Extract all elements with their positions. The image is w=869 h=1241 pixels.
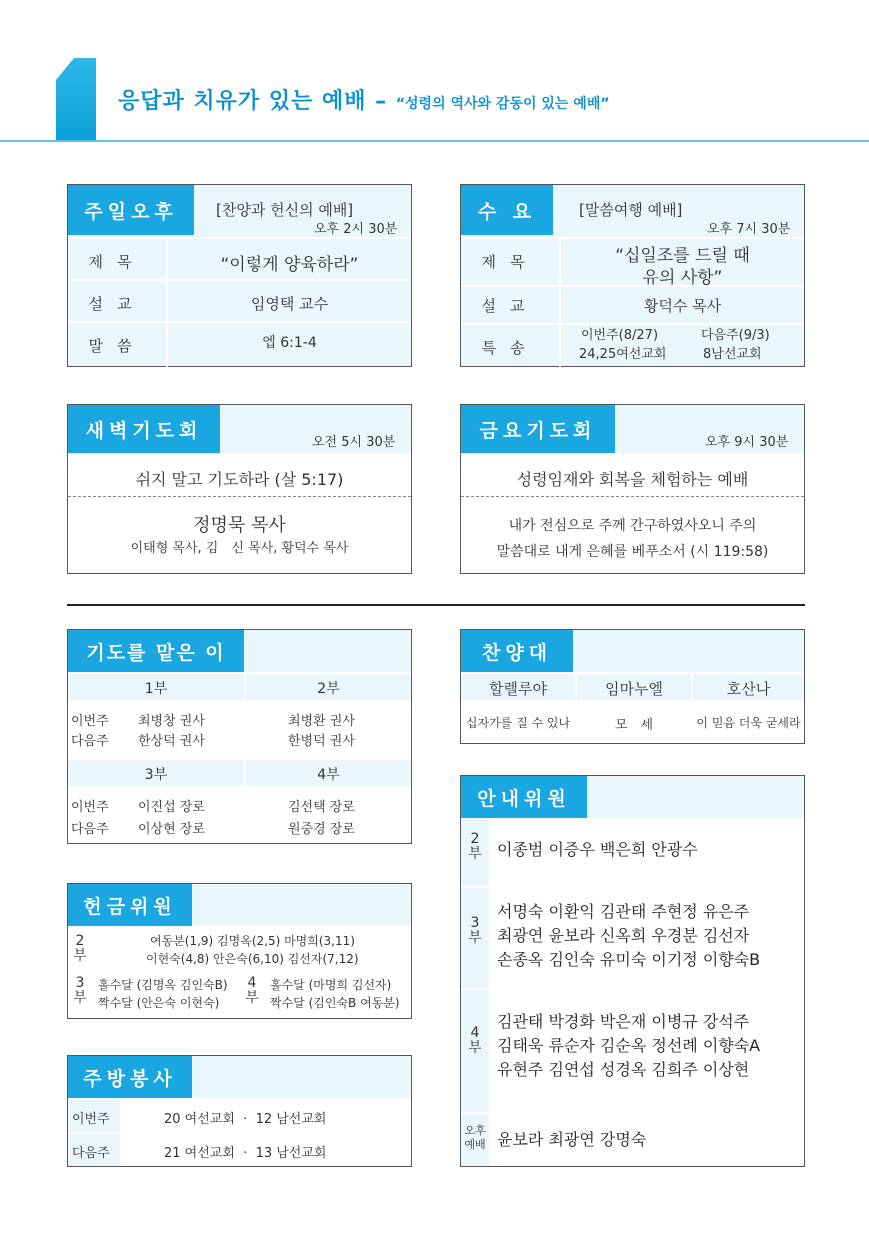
usher-group-4-line2: 김태욱 류순자 김순옥 정선례 이향숙A — [497, 1036, 761, 1055]
dashed-divider — [461, 496, 804, 497]
part4-label: 4 부 — [245, 975, 259, 1006]
sermon-title: “이렇게 양육하라” — [220, 255, 359, 275]
offering-part3-line1: 홀수달 (김명옥 김인숙B) — [98, 978, 228, 992]
offering-part4-line1: 홀수달 (마명희 김선자) — [270, 978, 392, 992]
wednesday-service-box — [460, 184, 805, 367]
part1-next: 한상덕 권사 — [138, 734, 205, 749]
part-4-header: 4부 — [317, 767, 340, 783]
page-title — [118, 84, 610, 115]
friday-verse-line1: 내가 전심으로 주께 간구하였사오니 주의 — [508, 518, 757, 534]
kitchen-box — [67, 1055, 412, 1167]
preacher-name: 황덕수 목사 — [643, 297, 722, 315]
dawn-theme: 쉬지 말고 기도하라 (살 5:17) — [135, 470, 344, 489]
ushers-box — [460, 775, 805, 1167]
ushers-label-col — [461, 820, 489, 1166]
special-song-label: 특송 — [481, 339, 539, 357]
offering-part4-line2: 짝수달 (김인숙B 여동분) — [270, 996, 400, 1010]
header-rule — [0, 140, 869, 142]
next-week-label: 다음주 — [71, 822, 109, 837]
row-separator — [68, 237, 411, 239]
this-week-label: 이번주 — [72, 1112, 110, 1127]
wednesday-time: 오후 7시 30분 — [707, 222, 791, 237]
row-separator — [461, 886, 489, 888]
part1-this: 최병창 권사 — [138, 714, 205, 729]
choir-song-3: 이 믿음 더욱 굳세라 — [696, 716, 801, 730]
choir-name-1: 할렐루야 — [489, 680, 547, 698]
section-divider — [67, 604, 805, 606]
choir-name-2: 임마누엘 — [605, 680, 663, 698]
this-week-label: 이번주 — [71, 800, 109, 815]
next-week-label: 다음주 — [71, 734, 109, 749]
dawn-time: 오전 5시 30분 — [312, 435, 396, 450]
usher-group-2-line1: 이종범 이증우 백은희 안광수 — [497, 840, 698, 859]
row-separator — [68, 279, 411, 281]
row-separator — [68, 1132, 120, 1134]
friday-prayer-box — [460, 404, 805, 574]
choir-song-2: 모 세 — [614, 718, 654, 733]
friday-theme: 성령임재와 회복을 체험하는 예배 — [516, 470, 749, 489]
prayer-tab: 기도를 맡은 이 — [68, 630, 244, 672]
offering-box — [67, 883, 412, 1019]
part2-this: 최병환 권사 — [288, 714, 355, 729]
title-label: 제목 — [88, 253, 146, 271]
sunday-time: 오후 2시 30분 — [314, 222, 398, 237]
part4-next: 원중경 장로 — [288, 822, 355, 837]
wednesday-tab: 수 요 — [461, 185, 553, 235]
scripture-label: 말씀 — [88, 337, 146, 355]
kitchen-this-week: 20 여선교회 · 12 남선교회 — [164, 1112, 327, 1127]
scripture-ref: 엡 6:1-4 — [262, 335, 317, 351]
dawn-tab: 새벽기도회 — [68, 405, 220, 453]
sunday-tab: 주일오후 — [68, 185, 194, 235]
special-this-group: 24,25여선교회 — [579, 347, 667, 362]
ushers-tab: 안내위원 — [461, 776, 587, 818]
friday-time: 오후 9시 30분 — [705, 435, 789, 450]
choir-tab: 찬양대 — [461, 630, 573, 672]
usher-group-4-line1: 김관태 박경화 박은재 이병규 강석주 — [497, 1012, 750, 1031]
special-this-week: 이번주(8/27) — [581, 328, 659, 343]
usher-group-3-label: 3 부 — [468, 915, 482, 946]
usher-group-3-line1: 서명숙 이환익 김관태 주현정 유은주 — [497, 902, 750, 921]
sunday-service-name: [찬양과 헌신의 예배] — [216, 201, 354, 219]
part-2-header: 2부 — [317, 681, 340, 697]
prayer-leaders-box — [67, 629, 412, 844]
offering-part2-line1: 여동분(1,9) 김명옥(2,5) 마명희(3,11) — [150, 934, 355, 948]
usher-group-4-line3: 유현주 김연섭 성경옥 김희주 이상현 — [497, 1060, 750, 1079]
kitchen-next-week: 21 여선교회 · 13 남선교회 — [164, 1146, 327, 1161]
dawn-preacher: 정명묵 목사 — [193, 515, 286, 536]
usher-group-3-line3: 손종옥 김인숙 유미숙 이기정 이향숙B — [497, 950, 761, 969]
kitchen-tab: 주방봉사 — [68, 1056, 192, 1098]
part-3-header: 3부 — [144, 767, 168, 783]
wednesday-service-name: [말씀여행 예배] — [579, 201, 683, 219]
title-dash: – — [366, 89, 396, 114]
friday-tab: 금요기도회 — [461, 405, 615, 453]
usher-group-4-label: 4 부 — [468, 1025, 482, 1056]
dawn-prayer-box — [67, 404, 412, 574]
row-separator — [461, 237, 804, 239]
part-1-header: 1부 — [144, 681, 168, 697]
dawn-other-preachers: 이태형 목사, 김 신 목사, 황덕수 목사 — [130, 541, 349, 556]
preacher-label: 설교 — [481, 297, 539, 315]
page-title-main: 응답과 치유가 있는 예배 — [118, 89, 367, 114]
preacher-name: 임영택 교수 — [250, 295, 329, 313]
page-subtitle: “성령의 역사와 감동이 있는 예배” — [395, 96, 610, 112]
offering-tab: 헌금위원 — [68, 884, 192, 926]
usher-group-3-line2: 최광연 윤보라 신옥희 우경분 김선자 — [497, 926, 750, 945]
part3-next: 이상현 장로 — [138, 822, 205, 837]
this-week-label: 이번주 — [71, 714, 109, 729]
choir-box — [460, 629, 805, 744]
sunday-service-box — [67, 184, 412, 367]
usher-group-2-label: 2 부 — [468, 831, 482, 862]
offering-part2-line2: 이현숙(4,8) 안은숙(6,10) 김선자(7,12) — [146, 952, 359, 966]
choir-song-1: 십자가를 질 수 있나 — [465, 716, 571, 730]
row-separator — [461, 988, 489, 990]
offering-part3-line2: 짝수달 (안은숙 이현숙) — [98, 996, 220, 1010]
dashed-divider — [68, 496, 411, 497]
sermon-title-line1: “십일조를 드릴 때 — [615, 246, 750, 266]
part4-this: 김선택 장로 — [288, 800, 355, 815]
choir-name-3: 호산나 — [726, 680, 771, 698]
row-separator — [68, 321, 411, 323]
part2-next: 한병덕 권사 — [288, 734, 355, 749]
sermon-title-line2: 유의 사항” — [642, 268, 723, 288]
special-next-week: 다음주(9/3) — [701, 328, 770, 343]
row-separator — [461, 1112, 489, 1114]
next-week-label: 다음주 — [72, 1146, 110, 1161]
usher-afternoon-label: 오후 예배 — [464, 1124, 486, 1151]
part3-label: 3 부 — [73, 975, 87, 1006]
title-label: 제목 — [481, 253, 539, 271]
usher-afternoon-line1: 윤보라 최광연 강명숙 — [497, 1130, 647, 1149]
friday-verse-line2: 말씀대로 내게 은혜를 베푸소서 (시 119:58) — [496, 544, 769, 560]
part2-label: 2 부 — [73, 933, 87, 964]
preacher-label: 설교 — [88, 295, 146, 313]
special-next-group: 8남선교회 — [703, 347, 762, 362]
part3-this: 이진섭 장로 — [138, 800, 205, 815]
